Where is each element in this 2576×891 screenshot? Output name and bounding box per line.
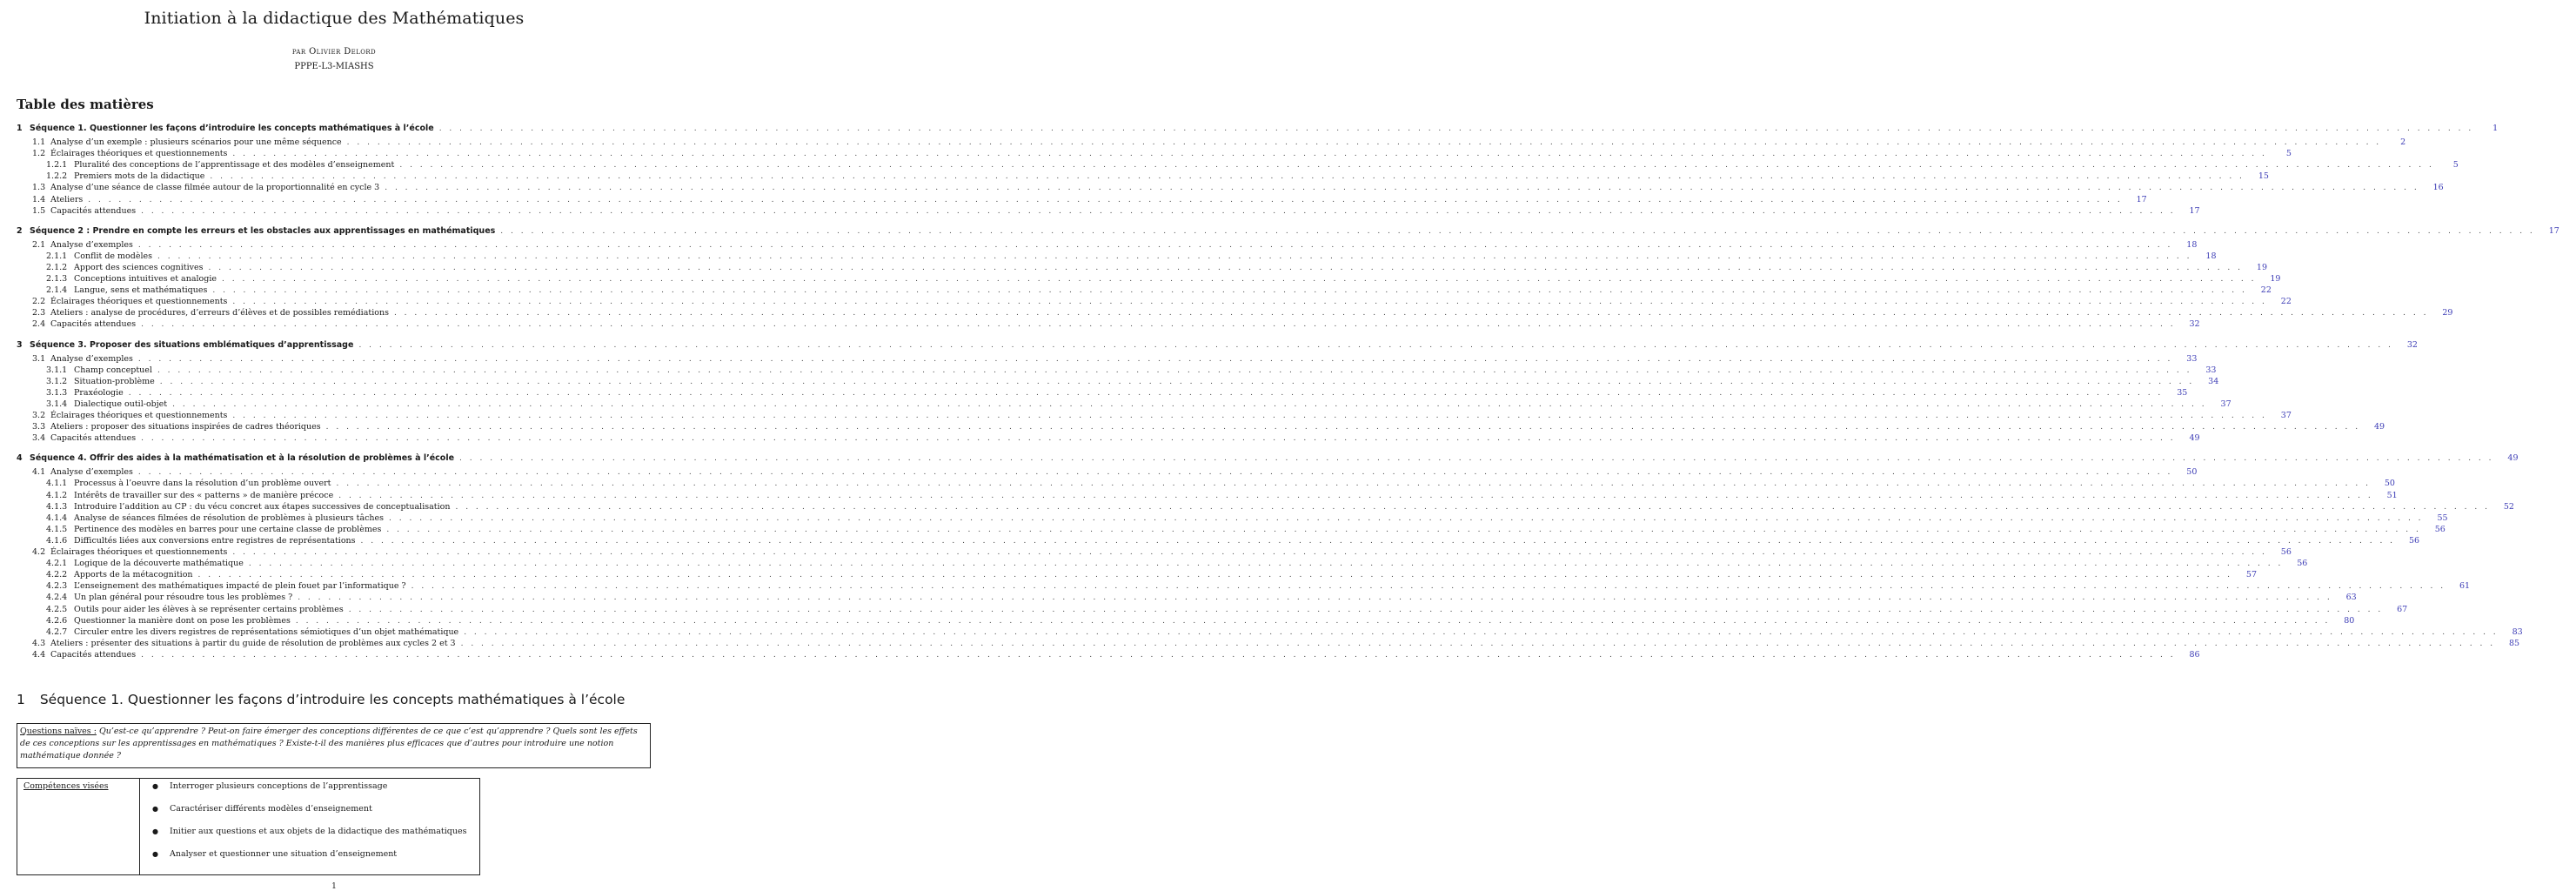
toc-entry-number: 4.2.6 (46, 615, 68, 626)
toc-entry-page[interactable]: 17 (2189, 205, 2200, 216)
toc-entry[interactable] (0, 569, 2258, 580)
toc-leader-dots: . . . . . . . . . . . . . . . . . . . . . . . . . . . . . . . . . . . . . . . . . . . . . . . . . . . . . . . . . . . . . . . . . . . . . . . . . . . . . . . . . . . . . . . . . . . . . . . . . . . . . . . . . . . . . . . . . . . . . . . . . . . . . . . . . . . . . . . . . . . . . . . . . . . . . . . . . . . . . . . . . . . . . . . . . . . . . . . . . . . . . . . . . . . . . . . . . . . . . . . . (358, 340, 2393, 350)
toc-entry-title: Analyse d’exemples (50, 239, 133, 250)
toc-leader-dots: . . . . . . . . . . . . . . . . . . . . . . . . . . . . . . . . . . . . . . . . . . . . . . . . . . . . . . . . . . . . . . . . . . . . . . . . . . . . . . . . . . . . . . . . . . . . . . . . . . . . . . . . . . . . . . . . . . . . . . . . . . . . . . . . . . . . . . . . . . . . . . . . . . . . . . . . . . . . . . . . . . . . . . . . . . . . . . . . . . . . . . . . . . . . . . . . . . . . . . . . (197, 571, 2233, 580)
toc-entry-title: L’enseignement des mathématiques impacté de plein fouet par l’informatique ? (74, 581, 406, 592)
toc-entry[interactable] (0, 182, 2444, 193)
toc-leader-dots: . . . . . . . . . . . . . . . . . . . . . . . . . . . . . . . . . . . . . . . . . . . . . . . . . . . . . . . . . . . . . . . . . . . . . . . . . . . . . . . . . . . . . . . . . . . . . . . . . . . . . . . . . . . . . . . . . . . . . . . . . . . . . . . . . . . . . . . . . . . . . . . . . . . . . . . . . . . . . . . . . . . . . . . . . . . . . . . . . . . . . . . . . . . . . . . . . . . . . . . . (141, 320, 2176, 330)
toc-entry-title: Un plan général pour résoudre tous les problèmes ? (74, 593, 293, 603)
toc-entry-number: 4.3 (32, 638, 46, 648)
toc-entry-page[interactable]: 61 (2459, 581, 2471, 592)
toc-entry-title: Processus à l’oeuvre dans la résolution d’un problème ouvert (74, 479, 331, 489)
toc-entry[interactable] (0, 339, 2418, 351)
toc-heading: Table des matières (17, 97, 154, 112)
toc-leader-dots: . . . . . . . . . . . . . . . . . . . . . . . . . . . . . . . . . . . . . . . . . . . . . . . . . . . . . . . . . . . . . . . . . . . . . . . . . . . . . . . . . . . . . . . . . . . . . . . . . . . . . . . . . . . . . . . . . . . . . . . . . . . . . . . . . . . . . . . . . . . . . . . . . . . . . . . . . . . . . . . . . . . . . . . . . . . . . . . . . . . . . . . . . . . . . . . . . . . . . . . . (232, 548, 2267, 557)
toc-entry-number: 2.1.3 (46, 274, 68, 284)
toc-entry-page[interactable]: 63 (2345, 593, 2357, 603)
toc-entry-number: 3.3 (32, 422, 46, 432)
page-number: 1 (331, 882, 337, 891)
toc-entry-title: Ateliers : présenter des situations à partir du guide de résolution de problèmes aux cycles 2 et 3 (50, 638, 456, 648)
toc-entry[interactable] (0, 580, 2471, 592)
toc-entry-page[interactable]: 1 (2492, 124, 2499, 133)
toc-entry[interactable] (0, 387, 2188, 399)
toc-entry-number: 4.1.6 (46, 535, 68, 546)
toc-entry-page[interactable]: 56 (2408, 535, 2420, 546)
toc-leader-dots: . . . . . . . . . . . . . . . . . . . . . . . . . . . . . . . . . . . . . . . . . . . . . . . . . . . . . . . . . . . . . . . . . . . . . . . . . . . . . . . . . . . . . . . . . . . . . . . . . . . . . . . . . . . . . . . . . . . . . . . . . . . . . . . . . . . . . . . . . . . . . . . . . . . . . . . . . . . . . . . . . . . . . . . . . . . . . . . . . . . . . . . . . . . . . . . . . . . . . . . . (210, 172, 2245, 182)
toc-entry-title: Dialectique outil-objet (74, 399, 168, 409)
toc-entry[interactable] (0, 490, 2398, 501)
section-title: Séquence 1. Questionner les façons d’introduire les concepts mathématiques à l’école (39, 692, 626, 707)
toc-entry-title: Capacités attendues (50, 205, 137, 216)
toc-entry-title: Séquence 2 : Prendre en compte les erreurs et les obstacles aux apprentissages en mathématiques (30, 225, 496, 236)
toc-leader-dots: . . . . . . . . . . . . . . . . . . . . . . . . . . . . . . . . . . . . . . . . . . . . . . . . . . . . . . . . . . . . . . . . . . . . . . . . . . . . . . . . . . . . . . . . . . . . . . . . . . . . . . . . . . . . . . . . . . . . . . . . . . . . . . . . . . . . . . . . . . . . . . . . . . . . . . . . . . . . . . . . . . . . . . . . . . . . . . . . . . . . . . . . . . . . . . . . . . . . . . . . (137, 354, 2173, 364)
toc-entry-title: Intérêts de travailler sur des « patterns » de manière précoce (74, 490, 334, 500)
toc-entry-page[interactable]: 56 (2434, 524, 2446, 534)
toc-entry-page[interactable]: 17 (2548, 225, 2559, 236)
toc-entry-title: Introduire l’addition au CP : du vécu concret aux étapes successives de conceptualisation (74, 501, 451, 512)
toc-entry[interactable] (0, 524, 2446, 535)
toc-entry-title: Outils pour aider les élèves à se représenter certains problèmes (74, 604, 344, 614)
toc-entry-number: 4.1 (32, 467, 46, 478)
toc-entry-number: 1.5 (32, 205, 46, 216)
toc-entry[interactable] (0, 137, 2406, 148)
toc-leader-dots: . . . . . . . . . . . . . . . . . . . . . . . . . . . . . . . . . . . . . . . . . . . . . . . . . . . . . . . . . . . . . . . . . . . . . . . . . . . . . . . . . . . . . . . . . . . . . . . . . . . . . . . . . . . . . . . . . . . . . . . . . . . . . . . . . . . . . . . . . . . . . . . . . . . . . . . . . . . . . . . . . . . . . . . . . . . . . . . . . . . . . . . . . . . . . . . . . . . . . . . . (295, 616, 2331, 626)
list-item: ● Initier aux questions et aux objets de la didactique des mathématiques (152, 827, 467, 836)
toc-entry-number: 3.1.3 (46, 387, 68, 398)
toc-entry-page[interactable]: 80 (2344, 615, 2355, 626)
toc-entry-page[interactable]: 32 (2189, 319, 2200, 330)
toc-entry[interactable] (0, 376, 2219, 387)
toc-entry-number: 2.3 (32, 308, 46, 318)
list-item: ● Interroger plusieurs conceptions de l’apprentissage (152, 781, 388, 791)
toc-leader-dots: . . . . . . . . . . . . . . . . . . . . . . . . . . . . . . . . . . . . . . . . . . . . . . . . . . . . . . . . . . . . . . . . . . . . . . . . . . . . . . . . . . . . . . . . . . . . . . . . . . . . . . . . . . . . . . . . . . . . . . . . . . . . . . . . . . . . . . . . . . . . . . . . . . . . . . . . . . . . . . . . . . . . . . . . . . . . . . . . . . . . . . . . . . . . . . . . . . . . . . . . (141, 434, 2176, 444)
toc-entry-page[interactable]: 55 (2437, 512, 2448, 523)
toc-entry-number: 2.4 (32, 319, 46, 330)
toc-entry-page[interactable]: 49 (2189, 433, 2200, 444)
toc-entry[interactable] (0, 558, 2308, 569)
toc-entry-page[interactable]: 86 (2189, 649, 2200, 660)
toc-entry-page[interactable]: 34 (2208, 376, 2219, 386)
toc-entry-page[interactable]: 16 (2432, 183, 2444, 193)
toc-entry-number: 4.2.4 (46, 593, 68, 603)
bullet-icon: ● (152, 805, 158, 813)
toc-leader-dots: . . . . . . . . . . . . . . . . . . . . . . . . . . . . . . . . . . . . . . . . . . . . . . . . . . . . . . . . . . . . . . . . . . . . . . . . . . . . . . . . . . . . . . . . . . . . . . . . . . . . . . . . . . . . . . . . . . . . . . . . . . . . . . . . . . . . . . . . . . . . . . . . . . . . . . . . . . . . . . . . . . . . . . . . . . . . . . . . . . . . . . . . . . . . . . . . . . . . . . . . (336, 479, 2371, 489)
toc-entry-page[interactable]: 5 (2285, 149, 2292, 159)
questions-box (17, 723, 651, 768)
toc-entry[interactable] (0, 626, 2523, 638)
competences-list (140, 779, 479, 874)
toc-entry-title: Circuler entre les divers registres de représentations sémiotiques d’un objet mathématique (74, 626, 459, 637)
toc-entry[interactable] (0, 399, 2231, 410)
bullet-icon: ● (152, 850, 158, 858)
toc-entry-number: 2.1.1 (46, 251, 68, 261)
toc-entry-title: Analyse d’une séance de classe filmée autour de la proportionnalité en cycle 3 (50, 183, 380, 193)
toc-entry-title: Pluralité des conceptions de l’apprentissage et des modèles d’enseignement (74, 160, 395, 171)
toc-leader-dots: . . . . . . . . . . . . . . . . . . . . . . . . . . . . . . . . . . . . . . . . . . . . . . . . . . . . . . . . . . . . . . . . . . . . . . . . . . . . . . . . . . . . . . . . . . . . . . . . . . . . . . . . . . . . . . . . . . . . . . . . . . . . . . . . . . . . . . . . . . . . . . . . . . . . . . . . . . . . . . . . . . . . . . . . . . . . . . . . . . . . . . . . . . . . . . . . . . . . . . . . (459, 454, 2494, 464)
toc-leader-dots: . . . . . . . . . . . . . . . . . . . . . . . . . . . . . . . . . . . . . . . . . . . . . . . . . . . . . . . . . . . . . . . . . . . . . . . . . . . . . . . . . . . . . . . . . . . . . . . . . . . . . . . . . . . . . . . . . . . . . . . . . . . . . . . . . . . . . . . . . . . . . . . . . . . . . . . . . . . . . . . . . . . . . . . . . . . . . . . . . . . . . . . . . . . . . . . . . . . . . . . . (389, 513, 2424, 523)
toc-entry-number: 4.1.4 (46, 512, 68, 523)
toc-entry[interactable] (0, 159, 2459, 171)
toc-entry-title: Capacités attendues (50, 433, 137, 444)
toc-entry[interactable] (0, 262, 2268, 273)
toc-entry-page[interactable]: 5 (2452, 160, 2459, 171)
toc-entry-title: Ateliers : proposer des situations inspirées de cadres théoriques (50, 422, 321, 432)
toc-leader-dots: . . . . . . . . . . . . . . . . . . . . . . . . . . . . . . . . . . . . . . . . . . . . . . . . . . . . . . . . . . . . . . . . . . . . . . . . . . . . . . . . . . . . . . . . . . . . . . . . . . . . . . . . . . . . . . . . . . . . . . . . . . . . . . . . . . . . . . . . . . . . . . . . . . . . . . . . . . . . . . . . . . . . . . . . . . . . . . . . . . . . . . . . . . . . . . . . . . . . . . . . (157, 365, 2192, 375)
toc-entry[interactable] (0, 410, 2292, 421)
toc-leader-dots: . . . . . . . . . . . . . . . . . . . . . . . . . . . . . . . . . . . . . . . . . . . . . . . . . . . . . . . . . . . . . . . . . . . . . . . . . . . . . . . . . . . . . . . . . . . . . . . . . . . . . . . . . . . . . . . . . . . . . . . . . . . . . . . . . . . . . . . . . . . . . . . . . . . . . . . . . . . . . . . . . . . . . . . . . . . . . . . . . . . . . . . . . . . . . . . . . . . . . . . . (128, 388, 2164, 398)
toc-entry-page[interactable]: 22 (2280, 297, 2292, 307)
toc-entry[interactable] (0, 353, 2198, 365)
toc-leader-dots: . . . . . . . . . . . . . . . . . . . . . . . . . . . . . . . . . . . . . . . . . . . . . . . . . . . . . . . . . . . . . . . . . . . . . . . . . . . . . . . . . . . . . . . . . . . . . . . . . . . . . . . . . . . . . . . . . . . . . . . . . . . . . . . . . . . . . . . . . . . . . . . . . . . . . . . . . . . . . . . . . . . . . . . . . . . . . . . . . . . . . . . . . . . . . . . . . . . . . . . . (232, 412, 2267, 420)
toc-leader-dots: . . . . . . . . . . . . . . . . . . . . . . . . . . . . . . . . . . . . . . . . . . . . . . . . . . . . . . . . . . . . . . . . . . . . . . . . . . . . . . . . . . . . . . . . . . . . . . . . . . . . . . . . . . . . . . . . . . . . . . . . . . . . . . . . . . . . . . . . . . . . . . . . . . . . . . . . . . . . . . . . . . . . . . . . . . . . . . . . . . . . . . . . . . . . . . . . . . . . . . . . (455, 502, 2490, 512)
toc-leader-dots: . . . . . . . . . . . . . . . . . . . . . . . . . . . . . . . . . . . . . . . . . . . . . . . . . . . . . . . . . . . . . . . . . . . . . . . . . . . . . . . . . . . . . . . . . . . . . . . . . . . . . . . . . . . . . . . . . . . . . . . . . . . . . . . . . . . . . . . . . . . . . . . . . . . . . . . . . . . . . . . . . . . . . . . . . . . . . . . . . . . . . . . . . . . . . . . . . . . . . . . . (137, 468, 2173, 478)
toc-leader-dots: . . . . . . . . . . . . . . . . . . . . . . . . . . . . . . . . . . . . . . . . . . . . . . . . . . . . . . . . . . . . . . . . . . . . . . . . . . . . . . . . . . . . . . . . . . . . . . . . . . . . . . . . . . . . . . . . . . . . . . . . . . . . . . . . . . . . . . . . . . . . . . . . . . . . . . . . . . . . . . . . . . . . . . . . . . . . . . . . . . . . . . . . . . . . . . . . . . . . . . . . (159, 377, 2195, 386)
toc-entry[interactable] (0, 546, 2292, 558)
toc-leader-dots: . . . . . . . . . . . . . . . . . . . . . . . . . . . . . . . . . . . . . . . . . . . . . . . . . . . . . . . . . . . . . . . . . . . . . . . . . . . . . . . . . . . . . . . . . . . . . . . . . . . . . . . . . . . . . . . . . . . . . . . . . . . . . . . . . . . . . . . . . . . . . . . . . . . . . . . . . . . . . . . . . . . . . . . . . . . . . . . . . . . . . . . . . . . . . . . . . . . . . . . . (411, 582, 2446, 592)
toc-entry-title: Analyse d’un exemple : plusieurs scénarios pour une même séquence (50, 137, 342, 147)
toc-leader-dots: . . . . . . . . . . . . . . . . . . . . . . . . . . . . . . . . . . . . . . . . . . . . . . . . . . . . . . . . . . . . . . . . . . . . . . . . . . . . . . . . . . . . . . . . . . . . . . . . . . . . . . . . . . . . . . . . . . . . . . . . . . . . . . . . . . . . . . . . . . . . . . . . . . . . . . . . . . . . . . . . . . . . . . . . . . . . . . . . . . . . . . . . . . . . . . . . . . . . . . . . (298, 593, 2332, 603)
toc-entry-number: 4.2 (32, 547, 46, 557)
toc-entry[interactable] (0, 512, 2448, 524)
toc-entry-number: 4.1.2 (46, 490, 68, 500)
toc-entry-number: 1.1 (32, 137, 46, 147)
toc-entry-number: 3.2 (32, 411, 46, 420)
toc-entry-page[interactable]: 52 (2503, 501, 2514, 512)
section-number: 1 (17, 692, 25, 707)
toc-entry-page[interactable]: 85 (2508, 638, 2520, 648)
document-program: PPPE-L3-MIASHS (294, 62, 374, 71)
toc-leader-dots: . . . . . . . . . . . . . . . . . . . . . . . . . . . . . . . . . . . . . . . . . . . . . . . . . . . . . . . . . . . . . . . . . . . . . . . . . . . . . . . . . . . . . . . . . . . . . . . . . . . . . . . . . . . . . . . . . . . . . . . . . . . . . . . . . . . . . . . . . . . . . . . . . . . . . . . . . . . . . . . . . . . . . . . . . . . . . . . . . . . . . . . . . . . . . . . . . . . . . . . . (137, 240, 2173, 250)
toc-leader-dots: . . . . . . . . . . . . . . . . . . . . . . . . . . . . . . . . . . . . . . . . . . . . . . . . . . . . . . . . . . . . . . . . . . . . . . . . . . . . . . . . . . . . . . . . . . . . . . . . . . . . . . . . . . . . . . . . . . . . . . . . . . . . . . . . . . . . . . . . . . . . . . . . . . . . . . . . . . . . . . . . . . . . . . . . . . . . . . . . . . . . . . . . . . . . . . . . . . . . . . . . (348, 605, 2384, 614)
toc-entry[interactable] (0, 365, 2217, 376)
toc-leader-dots: . . . . . . . . . . . . . . . . . . . . . . . . . . . . . . . . . . . . . . . . . . . . . . . . . . . . . . . . . . . . . . . . . . . . . . . . . . . . . . . . . . . . . . . . . . . . . . . . . . . . . . . . . . . . . . . . . . . . . . . . . . . . . . . . . . . . . . . . . . . . . . . . . . . . . . . . . . . . . . . . . . . . . . . . . . . . . . . . . . . . . . . . . . . . . . . . . . . . . . . . (399, 161, 2434, 171)
toc-entry-page[interactable]: 33 (2186, 353, 2198, 364)
questions-label: Questions naïves : (20, 727, 97, 736)
toc-entry-number: 1.3 (32, 183, 46, 193)
toc-entry-page[interactable]: 15 (2258, 171, 2269, 182)
toc-entry-title: Capacités attendues (50, 319, 137, 330)
toc-entry[interactable] (0, 205, 2200, 217)
toc-entry-page[interactable]: 49 (2507, 453, 2519, 464)
toc-entry[interactable] (0, 649, 2200, 660)
toc-entry-number: 4.1.3 (46, 501, 68, 512)
toc-entry[interactable] (0, 501, 2514, 512)
toc-leader-dots: . . . . . . . . . . . . . . . . . . . . . . . . . . . . . . . . . . . . . . . . . . . . . . . . . . . . . . . . . . . . . . . . . . . . . . . . . . . . . . . . . . . . . . . . . . . . . . . . . . . . . . . . . . . . . . . . . . . . . . . . . . . . . . . . . . . . . . . . . . . . . . . . . . . . . . . . . . . . . . . . . . . . . . . . . . . . . . . . . . . . . . . . . . . . . . . . . . . . . . . . (393, 309, 2429, 318)
toc-entry-number: 4 (17, 453, 23, 464)
competences-label: Compétences visées (17, 779, 140, 874)
toc-leader-dots: . . . . . . . . . . . . . . . . . . . . . . . . . . . . . . . . . . . . . . . . . . . . . . . . . . . . . . . . . . . . . . . . . . . . . . . . . . . . . . . . . . . . . . . . . . . . . . . . . . . . . . . . . . . . . . . . . . . . . . . . . . . . . . . . . . . . . . . . . . . . . . . . . . . . . . . . . . . . . . . . . . . . . . . . . . . . . . . . . . . . . . . . . . . . . . . . . . . . . . . . (157, 251, 2192, 261)
toc-entry-number: 3.4 (32, 433, 46, 444)
list-item: ● Analyser et questionner une situation d’enseignement (152, 849, 398, 859)
toc-entry-title: Questionner la manière dont on pose les problèmes (74, 615, 291, 626)
toc-entry[interactable] (0, 296, 2292, 307)
toc-entry[interactable] (0, 421, 2385, 432)
toc-entry[interactable] (0, 171, 2269, 182)
toc-entry-title: Apports de la métacognition (74, 570, 193, 580)
bullet-icon: ● (152, 827, 158, 835)
toc-leader-dots: . . . . . . . . . . . . . . . . . . . . . . . . . . . . . . . . . . . . . . . . . . . . . . . . . . . . . . . . . . . . . . . . . . . . . . . . . . . . . . . . . . . . . . . . . . . . . . . . . . . . . . . . . . . . . . . . . . . . . . . . . . . . . . . . . . . . . . . . . . . . . . . . . . . . . . . . . . . . . . . . . . . . . . . . . . . . . . . . . . . . . . . . . . . . . . . . . . . . . . . . (232, 150, 2267, 159)
toc-entry-number: 2.1.2 (46, 262, 68, 272)
toc-entry[interactable] (0, 285, 2272, 296)
toc-entry-title: Situation-problème (74, 376, 155, 386)
toc-leader-dots: . . . . . . . . . . . . . . . . . . . . . . . . . . . . . . . . . . . . . . . . . . . . . . . . . . . . . . . . . . . . . . . . . . . . . . . . . . . . . . . . . . . . . . . . . . . . . . . . . . . . . . . . . . . . . . . . . . . . . . . . . . . . . . . . . . . . . . . . . . . . . . . . . . . . . . . . . . . . . . . . . . . . . . . . . . . . . . . . . . . . . . . . . . . . . . . . . . . . . . . . (208, 263, 2244, 272)
toc-leader-dots: . . . . . . . . . . . . . . . . . . . . . . . . . . . . . . . . . . . . . . . . . . . . . . . . . . . . . . . . . . . . . . . . . . . . . . . . . . . . . . . . . . . . . . . . . . . . . . . . . . . . . . . . . . . . . . . . . . . . . . . . . . . . . . . . . . . . . . . . . . . . . . . . . . . . . . . . . . . . . . . . . . . . . . . . . . . . . . . . . . . . . . . . . . . . . . . . . . . . . . . . (141, 206, 2176, 216)
toc-entry[interactable] (0, 638, 2520, 649)
toc-entry[interactable] (0, 452, 2519, 464)
toc-entry-title: Pertinence des modèles en barres pour une certaine classe de problèmes (74, 524, 382, 534)
toc-entry-number: 3.1.4 (46, 399, 68, 409)
toc-entry[interactable] (0, 194, 2147, 205)
toc-leader-dots: . . . . . . . . . . . . . . . . . . . . . . . . . . . . . . . . . . . . . . . . . . . . . . . . . . . . . . . . . . . . . . . . . . . . . . . . . . . . . . . . . . . . . . . . . . . . . . . . . . . . . . . . . . . . . . . . . . . . . . . . . . . . . . . . . . . . . . . . . . . . . . . . . . . . . . . . . . . . . . . . . . . . . . . . . . . . . . . . . . . . . . . . . . . . . . . . . . . . . . . . (172, 399, 2207, 409)
questions-text: Qu’est-ce qu’apprendre ? Peut-on faire émerger des conceptions différentes de ce que c’est qu’apprendre ? Quels sont les effets de ces conceptions sur les apprentissages en mathématiques ? Existe-t-il des manières plus efficaces que d’autres pour introduire une notion mathématique donnée ? (20, 727, 638, 760)
list-item: ● Caractériser différents modèles d’enseignement (152, 804, 372, 814)
toc-entry[interactable] (0, 604, 2408, 615)
toc-entry-page[interactable]: 22 (2260, 285, 2272, 296)
toc-entry-number: 4.2.1 (46, 559, 68, 569)
toc-entry-number: 4.2.2 (46, 570, 68, 580)
toc-entry-number: 4.1.5 (46, 524, 68, 534)
toc-entry-title: Ateliers (50, 194, 84, 204)
toc-entry-title: Analyse de séances filmées de résolution de problèmes à plusieurs tâches (74, 512, 385, 523)
toc-entry-number: 2 (17, 225, 23, 236)
toc-leader-dots: . . . . . . . . . . . . . . . . . . . . . . . . . . . . . . . . . . . . . . . . . . . . . . . . . . . . . . . . . . . . . . . . . . . . . . . . . . . . . . . . . . . . . . . . . . . . . . . . . . . . . . . . . . . . . . . . . . . . . . . . . . . . . . . . . . . . . . . . . . . . . . . . . . . . . . . . . . . . . . . . . . . . . . . . . . . . . . . . . . . . . . . . . . . . . . . . . . . . . . . . (232, 298, 2267, 307)
toc-entry-number: 2.1.4 (46, 285, 68, 296)
document-title: Initiation à la didactique des Mathématiques (144, 9, 525, 28)
section-heading (17, 692, 625, 707)
toc-leader-dots: . . . . . . . . . . . . . . . . . . . . . . . . . . . . . . . . . . . . . . . . . . . . . . . . . . . . . . . . . . . . . . . . . . . . . . . . . . . . . . . . . . . . . . . . . . . . . . . . . . . . . . . . . . . . . . . . . . . . . . . . . . . . . . . . . . . . . . . . . . . . . . . . . . . . . . . . . . . . . . . . . . . . . . . . . . . . . . . . . . . . . . . . . . . . . . . . . . . . . . . . (360, 536, 2396, 546)
toc-entry-number: 4.2.5 (46, 604, 68, 614)
toc-entry-title: Logique de la découverte mathématique (74, 559, 244, 569)
toc-entry-page[interactable]: 57 (2245, 570, 2258, 580)
toc-entry[interactable] (0, 615, 2355, 626)
toc-entry-page[interactable]: 50 (2186, 467, 2198, 478)
toc-entry-page[interactable]: 56 (2297, 559, 2308, 569)
toc-leader-dots: . . . . . . . . . . . . . . . . . . . . . . . . . . . . . . . . . . . . . . . . . . . . . . . . . . . . . . . . . . . . . . . . . . . . . . . . . . . . . . . . . . . . . . . . . . . . . . . . . . . . . . . . . . . . . . . . . . . . . . . . . . . . . . . . . . . . . . . . . . . . . . . . . . . . . . . . . . . . . . . . . . . . . . . . . . . . . . . . . . . . . . . . . . . . . . . . . . . . . . . . (338, 491, 2373, 500)
toc-entry-number: 1 (17, 124, 23, 133)
toc-entry-page[interactable]: 35 (2177, 387, 2188, 398)
toc-entry-number: 1.2.2 (46, 171, 68, 182)
toc-entry-title: Langue, sens et mathématiques (74, 285, 208, 296)
toc-entry-title: Premiers mots de la didactique (74, 171, 205, 182)
toc-entry-title: Séquence 4. Offrir des aides à la mathématisation et à la résolution de problèmes à l’école (30, 453, 455, 464)
toc-leader-dots: . . . . . . . . . . . . . . . . . . . . . . . . . . . . . . . . . . . . . . . . . . . . . . . . . . . . . . . . . . . . . . . . . . . . . . . . . . . . . . . . . . . . . . . . . . . . . . . . . . . . . . . . . . . . . . . . . . . . . . . . . . . . . . . . . . . . . . . . . . . . . . . . . . . . . . . . . . . . . . . . . . . . . . . . . . . . . . . . . . . . . . . . . . . . . . . . . . . . . . . . (386, 525, 2421, 534)
toc-entry-page[interactable]: 56 (2280, 547, 2292, 557)
toc-entry-page[interactable]: 32 (2406, 339, 2418, 350)
toc-entry-number: 2.1 (32, 239, 46, 250)
toc-entry-title: Champ conceptuel (74, 365, 152, 375)
toc-leader-dots: . . . . . . . . . . . . . . . . . . . . . . . . . . . . . . . . . . . . . . . . . . . . . . . . . . . . . . . . . . . . . . . . . . . . . . . . . . . . . . . . . . . . . . . . . . . . . . . . . . . . . . . . . . . . . . . . . . . . . . . . . . . . . . . . . . . . . . . . . . . . . . . . . . . . . . . . . . . . . . . . . . . . . . . . . . . . . . . . . . . . . . . . . . . . . . . . . . . . . . . . (325, 423, 2361, 432)
toc-entry-title: Conceptions intuitives et analogie (74, 274, 217, 284)
toc-entry-title: Ateliers : analyse de procédures, d’erreurs d’élèves et de possibles remédiations (50, 308, 389, 318)
toc-entry-page[interactable]: 18 (2205, 251, 2217, 261)
toc-leader-dots: . . . . . . . . . . . . . . . . . . . . . . . . . . . . . . . . . . . . . . . . . . . . . . . . . . . . . . . . . . . . . . . . . . . . . . . . . . . . . . . . . . . . . . . . . . . . . . . . . . . . . . . . . . . . . . . . . . . . . . . . . . . . . . . . . . . . . . . . . . . . . . . . . . . . . . . . . . . . . . . . . . . . . . . . . . . . . . . . . . . . . . . . . . . . . . . . . . . . . . . . (346, 138, 2382, 147)
toc-entry-number: 4.2.7 (46, 626, 68, 637)
toc-entry-number: 3 (17, 339, 23, 350)
toc-entry-number: 4.4 (32, 649, 46, 660)
toc-entry-page[interactable]: 51 (2386, 490, 2398, 500)
toc-entry-title: Analyse d’exemples (50, 467, 133, 478)
toc-entry[interactable] (0, 273, 2281, 285)
toc-entry-title: Analyse d’exemples (50, 353, 133, 364)
toc-entry-title: Praxéologie (74, 387, 124, 398)
toc-entry[interactable] (0, 535, 2420, 546)
toc-entry[interactable] (0, 432, 2200, 444)
toc-entry-number: 4.1.1 (46, 479, 68, 489)
toc-entry-page[interactable]: 19 (2256, 262, 2268, 272)
toc-entry-number: 2.2 (32, 297, 46, 307)
toc-entry-title: Éclairages théoriques et questionnements (50, 547, 228, 557)
toc-entry-title: Apport des sciences cognitives (74, 262, 204, 272)
toc-entry[interactable] (0, 478, 2395, 489)
toc-entry-page[interactable]: 19 (2270, 274, 2281, 284)
toc-entry[interactable] (0, 307, 2453, 318)
toc-entry[interactable] (0, 225, 2559, 237)
toc-entry-page[interactable]: 18 (2186, 239, 2198, 250)
toc-entry-page[interactable]: 83 (2512, 626, 2523, 637)
toc-entry-page[interactable]: 37 (2280, 411, 2292, 420)
toc-leader-dots: . . . . . . . . . . . . . . . . . . . . . . . . . . . . . . . . . . . . . . . . . . . . . . . . . . . . . . . . . . . . . . . . . . . . . . . . . . . . . . . . . . . . . . . . . . . . . . . . . . . . . . . . . . . . . . . . . . . . . . . . . . . . . . . . . . . . . . . . . . . . . . . . . . . . . . . . . . . . . . . . . . . . . . . . . . . . . . . . . . . . . . . . . . . . . . . . . . . . . . . . (464, 627, 2499, 637)
toc-leader-dots: . . . . . . . . . . . . . . . . . . . . . . . . . . . . . . . . . . . . . . . . . . . . . . . . . . . . . . . . . . . . . . . . . . . . . . . . . . . . . . . . . . . . . . . . . . . . . . . . . . . . . . . . . . . . . . . . . . . . . . . . . . . . . . . . . . . . . . . . . . . . . . . . . . . . . . . . . . . . . . . . . . . . . . . . . . . . . . . . . . . . . . . . . . . . . . . . . . . . . . . . (141, 650, 2176, 660)
toc-entry-title: Difficultés liées aux conversions entre registres de représentations (74, 535, 356, 546)
toc-entry[interactable] (0, 239, 2198, 251)
toc-entry-number: 4.2.3 (46, 581, 68, 592)
toc-entry[interactable] (0, 251, 2217, 262)
toc-entry-number: 3.1.1 (46, 365, 68, 375)
toc-leader-dots: . . . . . . . . . . . . . . . . . . . . . . . . . . . . . . . . . . . . . . . . . . . . . . . . . . . . . . . . . . . . . . . . . . . . . . . . . . . . . . . . . . . . . . . . . . . . . . . . . . . . . . . . . . . . . . . . . . . . . . . . . . . . . . . . . . . . . . . . . . . . . . . . . . . . . . . . . . . . . . . . . . . . . . . . . . . . . . . . . . . . . . . . . . . . . . . . . . . . . . . . (222, 275, 2257, 284)
toc-entry[interactable] (0, 318, 2200, 330)
toc-entry-title: Conflit de modèles (74, 251, 153, 261)
toc-entry-page[interactable]: 33 (2205, 365, 2217, 375)
toc-entry-number: 1.4 (32, 194, 46, 204)
toc-leader-dots: . . . . . . . . . . . . . . . . . . . . . . . . . . . . . . . . . . . . . . . . . . . . . . . . . . . . . . . . . . . . . . . . . . . . . . . . . . . . . . . . . . . . . . . . . . . . . . . . . . . . . . . . . . . . . . . . . . . . . . . . . . . . . . . . . . . . . . . . . . . . . . . . . . . . . . . . . . . . . . . . . . . . . . . . . . . . . . . . . . . . . . . . . . . . . . . . . . . . . . . . (438, 124, 2474, 133)
toc-entry-number: 1.2 (32, 149, 46, 159)
toc-entry-number: 3.1 (32, 353, 46, 364)
toc-entry-page[interactable]: 67 (2397, 604, 2408, 614)
toc-leader-dots: . . . . . . . . . . . . . . . . . . . . . . . . . . . . . . . . . . . . . . . . . . . . . . . . . . . . . . . . . . . . . . . . . . . . . . . . . . . . . . . . . . . . . . . . . . . . . . . . . . . . . . . . . . . . . . . . . . . . . . . . . . . . . . . . . . . . . . . . . . . . . . . . . . . . . . . . . . . . . . . . . . . . . . . . . . . . . . . . . . . . . . . . . . . . . . . . . . . . . . . . (88, 195, 2123, 204)
toc-entry[interactable] (0, 592, 2357, 603)
document-author: par Olivier Delord (291, 47, 377, 57)
toc-leader-dots: . . . . . . . . . . . . . . . . . . . . . . . . . . . . . . . . . . . . . . . . . . . . . . . . . . . . . . . . . . . . . . . . . . . . . . . . . . . . . . . . . . . . . . . . . . . . . . . . . . . . . . . . . . . . . . . . . . . . . . . . . . . . . . . . . . . . . . . . . . . . . . . . . . . . . . . . . . . . . . . . . . . . . . . . . . . . . . . . . . . . . . . . . . . . . . . . . . . . . . . . (212, 286, 2247, 296)
toc-entry-title: Séquence 1. Questionner les façons d’introduire les concepts mathématiques à l’école (30, 124, 434, 133)
toc-entry-title: Capacités attendues (50, 649, 137, 660)
toc-entry-title: Éclairages théoriques et questionnements (50, 411, 228, 420)
bullet-icon: ● (152, 782, 158, 790)
toc-entry-title: Séquence 3. Proposer des situations emblématiques d’apprentissage (30, 339, 354, 350)
toc-leader-dots: . . . . . . . . . . . . . . . . . . . . . . . . . . . . . . . . . . . . . . . . . . . . . . . . . . . . . . . . . . . . . . . . . . . . . . . . . . . . . . . . . . . . . . . . . . . . . . . . . . . . . . . . . . . . . . . . . . . . . . . . . . . . . . . . . . . . . . . . . . . . . . . . . . . . . . . . . . . . . . . . . . . . . . . . . . . . . . . . . . . . . . . . . . . . . . . . . . . . . . . . (460, 639, 2496, 648)
toc-entry-number: 3.1.2 (46, 376, 68, 386)
toc-leader-dots: . . . . . . . . . . . . . . . . . . . . . . . . . . . . . . . . . . . . . . . . . . . . . . . . . . . . . . . . . . . . . . . . . . . . . . . . . . . . . . . . . . . . . . . . . . . . . . . . . . . . . . . . . . . . . . . . . . . . . . . . . . . . . . . . . . . . . . . . . . . . . . . . . . . . . . . . . . . . . . . . . . . . . . . . . . . . . . . . . . . . . . . . . . . . . . . . . . . . . . . . (500, 226, 2535, 236)
toc-leader-dots: . . . . . . . . . . . . . . . . . . . . . . . . . . . . . . . . . . . . . . . . . . . . . . . . . . . . . . . . . . . . . . . . . . . . . . . . . . . . . . . . . . . . . . . . . . . . . . . . . . . . . . . . . . . . . . . . . . . . . . . . . . . . . . . . . . . . . . . . . . . . . . . . . . . . . . . . . . . . . . . . . . . . . . . . . . . . . . . . . . . . . . . . . . . . . . . . . . . . . . . . (385, 184, 2419, 193)
toc-entry-page[interactable]: 50 (2384, 479, 2395, 489)
toc-entry-number: 1.2.1 (46, 160, 68, 171)
competences-box (17, 778, 480, 875)
toc-leader-dots: . . . . . . . . . . . . . . . . . . . . . . . . . . . . . . . . . . . . . . . . . . . . . . . . . . . . . . . . . . . . . . . . . . . . . . . . . . . . . . . . . . . . . . . . . . . . . . . . . . . . . . . . . . . . . . . . . . . . . . . . . . . . . . . . . . . . . . . . . . . . . . . . . . . . . . . . . . . . . . . . . . . . . . . . . . . . . . . . . . . . . . . . . . . . . . . . . . . . . . . . (248, 559, 2284, 569)
toc-entry[interactable] (0, 148, 2292, 159)
toc-entry[interactable] (0, 466, 2198, 478)
toc-entry-title: Éclairages théoriques et questionnements (50, 149, 228, 159)
toc-entry-title: Éclairages théoriques et questionnements (50, 297, 228, 307)
toc-entry-page[interactable]: 17 (2136, 194, 2147, 204)
toc-entry-page[interactable]: 37 (2220, 399, 2231, 409)
toc-entry-page[interactable]: 49 (2374, 422, 2385, 432)
toc-entry-page[interactable]: 2 (2400, 137, 2406, 147)
toc-entry[interactable] (0, 123, 2499, 134)
toc-entry-page[interactable]: 29 (2442, 308, 2453, 318)
